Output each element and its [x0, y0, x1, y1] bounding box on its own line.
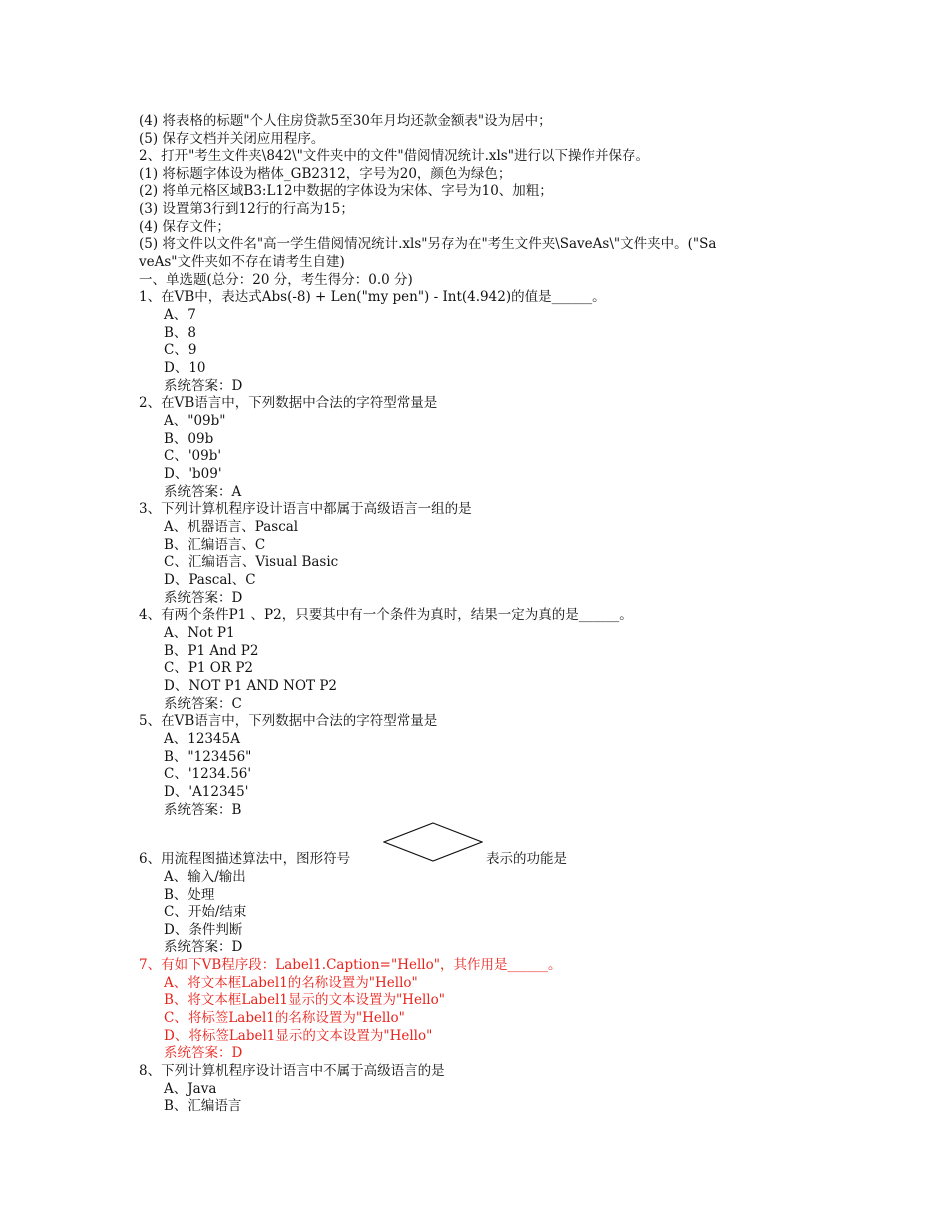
option-a: A、12345A	[164, 731, 240, 747]
question-text-suffix: 表示的功能是	[486, 851, 567, 867]
option-c: C、9	[164, 342, 197, 358]
instruction-line: (1) 将标题字体设为楷体_GB2312，字号为20，颜色为绿色；	[139, 166, 512, 182]
option-c: C、'09b'	[164, 448, 222, 464]
option-a: A、7	[164, 307, 196, 323]
option-b: B、09b	[164, 431, 214, 447]
option-b: B、8	[164, 325, 197, 341]
system-answer: 系统答案：B	[164, 802, 242, 818]
question-text: 1、在VB中，表达式Abs(-8) + Len("my pen") - Int(4.942)的值是______。	[139, 289, 606, 305]
option-a: A、"09b"	[164, 413, 226, 429]
option-c: C、将标签Label1的名称设置为"Hello"	[164, 1010, 405, 1026]
option-c: C、开始/结束	[164, 904, 247, 920]
question-text: 2、在VB语言中，下列数据中合法的字符型常量是	[139, 395, 438, 411]
option-d: D、'b09'	[164, 466, 222, 482]
option-a: A、输入/输出	[164, 869, 246, 885]
system-answer: 系统答案：D	[164, 590, 243, 606]
option-a: A、将文本框Label1的名称设置为"Hello"	[164, 975, 418, 991]
option-c: C、'1234.56'	[164, 766, 252, 782]
option-a: A、Not P1	[164, 625, 235, 641]
option-d: D、Pascal、C	[164, 572, 256, 588]
option-c: C、汇编语言、Visual Basic	[164, 554, 339, 570]
option-d: D、10	[164, 360, 206, 376]
question-text: 4、有两个条件P1 、P2，只要其中有一个条件为真时，结果一定为真的是______。	[139, 607, 633, 623]
option-b: B、汇编语言、C	[164, 537, 266, 553]
task-heading: 2、打开"考生文件夹\842\"文件夹中的文件"借阅情况统计.xls"进行以下操作并保存。	[139, 148, 649, 164]
option-b: B、"123456"	[164, 749, 252, 765]
system-answer: 系统答案：D	[164, 1045, 243, 1061]
section-header: 一、单选题(总分：20 分，考生得分：0.0 分)	[139, 272, 413, 288]
question-text: 3、下列计算机程序设计语言中都属于高级语言一组的是	[139, 501, 472, 517]
instruction-line: (4) 将表格的标题"个人住房贷款5至30年月均还款金额表"设为居中；	[139, 113, 552, 129]
option-a: A、Java	[164, 1081, 217, 1097]
instruction-line: (3) 设置第3行到12行的行高为15；	[139, 201, 354, 217]
instruction-line: (5) 将文件以文件名"高一学生借阅情况统计.xls"另存为在"考生文件夹\SaveAs\"文件夹中。("Sa	[139, 236, 717, 252]
instruction-line: (5) 保存文档并关闭应用程序。	[139, 131, 325, 147]
option-d: D、条件判断	[164, 922, 243, 938]
option-b: B、处理	[164, 887, 215, 903]
option-b: B、P1 And P2	[164, 643, 259, 659]
option-a: A、机器语言、Pascal	[164, 519, 299, 535]
question-text: 8、下列计算机程序设计语言中不属于高级语言的是	[139, 1063, 445, 1079]
option-d: D、NOT P1 AND NOT P2	[164, 678, 337, 694]
option-b: B、汇编语言	[164, 1098, 242, 1114]
question-text: 7、有如下VB程序段：Label1.Caption="Hello"，其作用是______。	[139, 957, 562, 973]
question-text: 6、用流程图描述算法中，图形符号	[139, 851, 351, 867]
flowchart-diamond-icon	[383, 822, 483, 862]
system-answer: 系统答案：D	[164, 378, 243, 394]
system-answer: 系统答案：D	[164, 939, 243, 955]
option-d: D、'A12345'	[164, 784, 249, 800]
option-b: B、将文本框Label1显示的文本设置为"Hello"	[164, 992, 445, 1008]
instruction-line: veAs"文件夹如不存在请考生自建)	[139, 254, 345, 270]
option-c: C、P1 OR P2	[164, 660, 253, 676]
option-d: D、将标签Label1显示的文本设置为"Hello"	[164, 1028, 433, 1044]
instruction-line: (2) 将单元格区域B3:L12中数据的字体设为宋体、字号为10、加粗；	[139, 183, 553, 199]
question-text: 5、在VB语言中，下列数据中合法的字符型常量是	[139, 713, 438, 729]
instruction-line: (4) 保存文件；	[139, 219, 230, 235]
system-answer: 系统答案：C	[164, 696, 242, 712]
system-answer: 系统答案：A	[164, 484, 242, 500]
